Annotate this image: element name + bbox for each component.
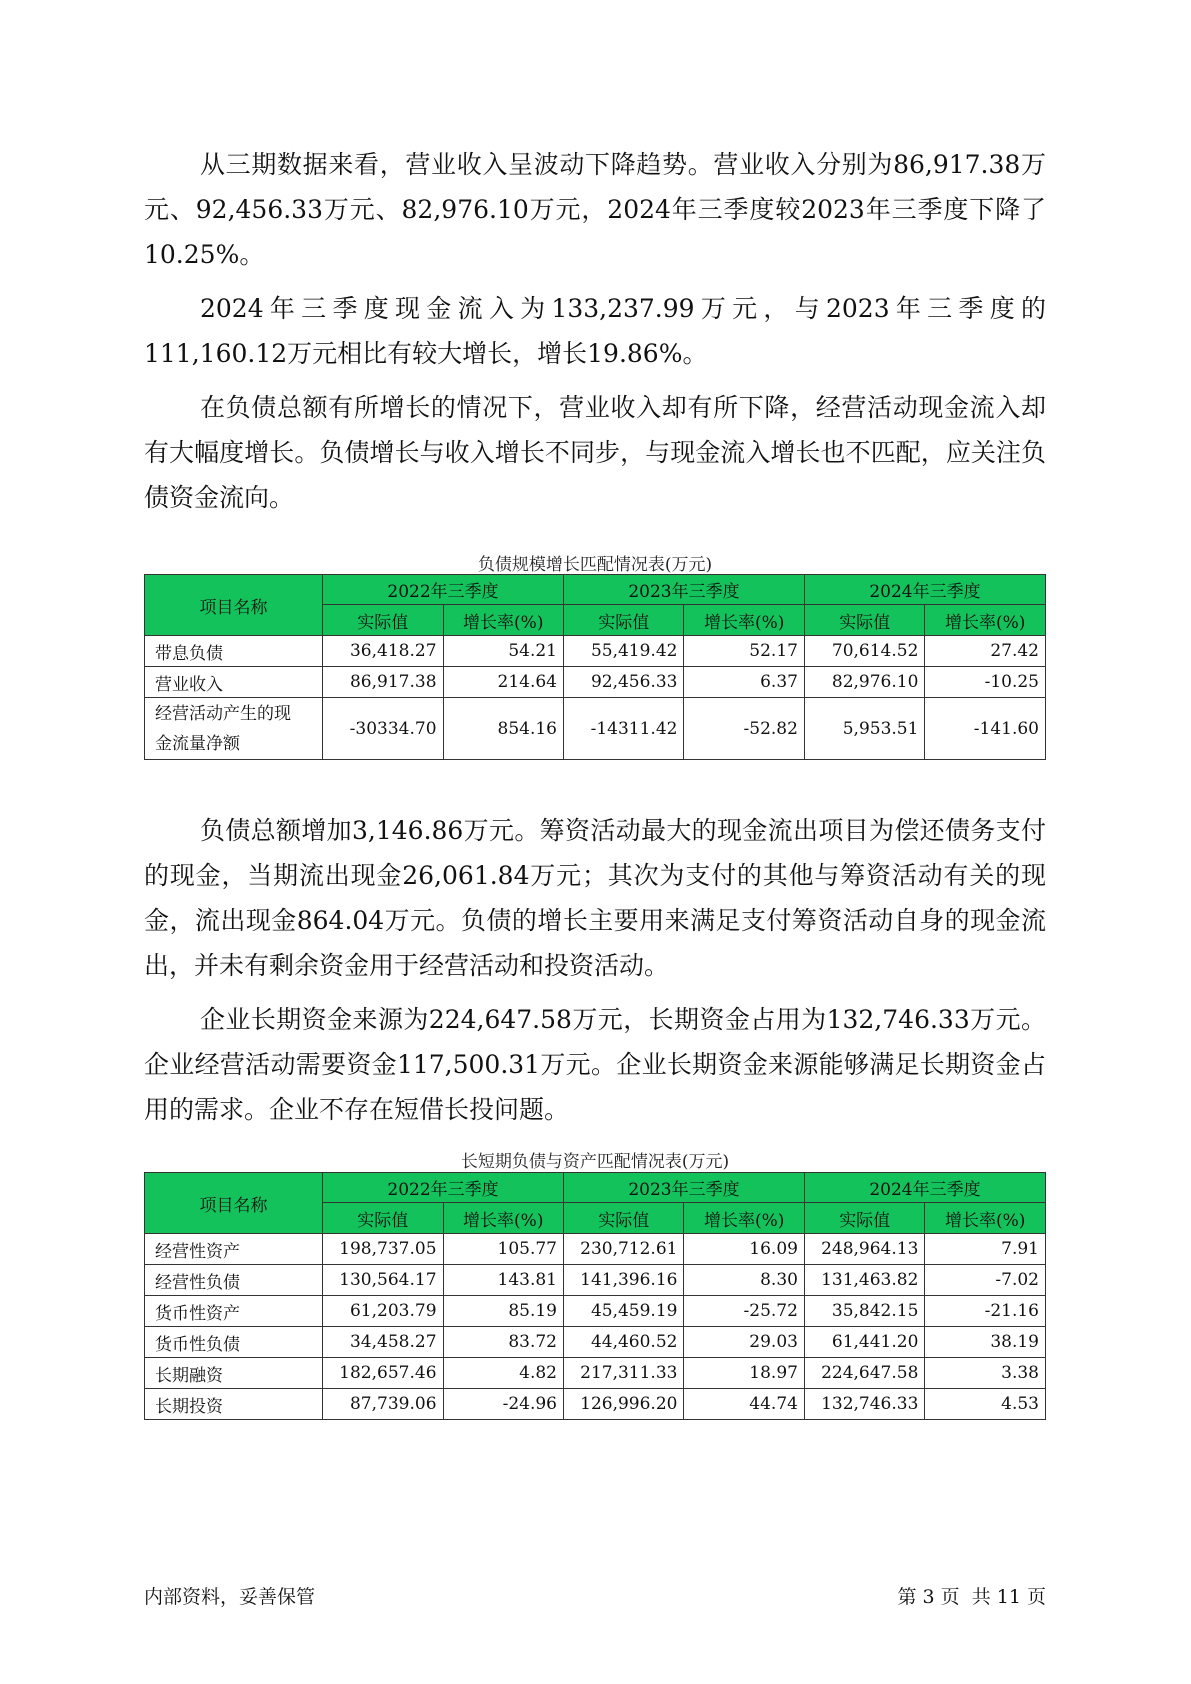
table2-header-period: 2022年三季度: [323, 1173, 564, 1203]
table1-subheader-actual: 实际值: [323, 605, 443, 636]
cell-value: 83.72: [443, 1327, 563, 1358]
cell-value: 82,976.10: [804, 667, 924, 698]
paragraph-debt-mismatch: 在负债总额有所增长的情况下，营业收入却有所下降，经营活动现金流入却有大幅度增长。负债增长与收入增长不同步，与现金流入增长也不匹配，应关注负债资金流向。: [144, 393, 1046, 512]
cell-value: 224,647.58: [804, 1358, 924, 1389]
table2-header-period: 2023年三季度: [564, 1173, 805, 1203]
row-label: 货币性资产: [145, 1296, 323, 1327]
table2-subheader-actual: 实际值: [323, 1203, 443, 1234]
cell-value: 52.17: [684, 636, 804, 667]
cell-value: 61,203.79: [323, 1296, 443, 1327]
table-row: [145, 1265, 1046, 1296]
cell-value: 44.74: [684, 1389, 804, 1420]
cell-value: -141.60: [925, 698, 1046, 760]
cell-value: 105.77: [443, 1234, 563, 1265]
table1-subheader-growth: 增长率(%): [925, 605, 1046, 636]
cell-value: 45,459.19: [564, 1296, 684, 1327]
table-row: [145, 1389, 1046, 1420]
cell-value: -7.02: [925, 1265, 1046, 1296]
row-label: 长期融资: [145, 1358, 323, 1389]
cell-value: -30334.70: [323, 698, 443, 760]
table-row: [145, 636, 1046, 667]
table1-subheader-actual: 实际值: [804, 605, 924, 636]
cell-value: 217,311.33: [564, 1358, 684, 1389]
cell-value: 29.03: [684, 1327, 804, 1358]
row-label-line: 金流量净额: [155, 733, 240, 754]
footer-page-number: 第 3 页 共 11 页: [897, 1586, 1046, 1608]
row-label: 营业收入: [145, 667, 323, 698]
cell-value: 143.81: [443, 1265, 563, 1296]
row-label: 长期投资: [145, 1389, 323, 1420]
cell-value: 198,737.05: [323, 1234, 443, 1265]
table2-subheader-actual: 实际值: [564, 1203, 684, 1234]
cell-value: 16.09: [684, 1234, 804, 1265]
cell-value: 7.91: [925, 1234, 1046, 1265]
cell-value: -25.72: [684, 1296, 804, 1327]
cell-value: 8.30: [684, 1265, 804, 1296]
row-label: 货币性负债: [145, 1327, 323, 1358]
cell-value: 4.82: [443, 1358, 563, 1389]
cell-value: 6.37: [684, 667, 804, 698]
row-label-line: 经营活动产生的现: [155, 703, 291, 724]
cell-value: 854.16: [443, 698, 563, 760]
table1-header-period: 2022年三季度: [323, 575, 564, 605]
cell-value: -14311.42: [564, 698, 684, 760]
table2-header-item: 项目名称: [145, 1173, 323, 1234]
table-row: [145, 1327, 1046, 1358]
row-label: 经营性负债: [145, 1265, 323, 1296]
table-row: [145, 1234, 1046, 1265]
cell-value: 86,917.38: [323, 667, 443, 698]
paragraph-revenue-trend: 从三期数据来看，营业收入呈波动下降趋势。营业收入分别为86,917.38万元、92,456.33万元、82,976.10万元，2024年三季度较2023年三季度下降了10.25%。: [144, 150, 1046, 269]
cell-value: 5,953.51: [804, 698, 924, 760]
cell-value: 44,460.52: [564, 1327, 684, 1358]
paragraph-debt-increase: 负债总额增加3,146.86万元。筹资活动最大的现金流出项目为偿还债务支付的现金，当期流出现金26,061.84万元；其次为支付的其他与筹资活动有关的现金，流出现金864.04万元。负债的增长主要用来满足支付筹资活动自身的现金流出，并未有剩余资金用于经营活动和投资活动。: [144, 816, 1046, 980]
table-row: [145, 698, 1046, 760]
cell-value: 70,614.52: [804, 636, 924, 667]
cell-value: 85.19: [443, 1296, 563, 1327]
cell-value: 38.19: [925, 1327, 1046, 1358]
table1-header-period: 2023年三季度: [564, 575, 805, 605]
row-label: 经营性资产: [145, 1234, 323, 1265]
footer-confidential-note: 内部资料，妥善保管: [144, 1586, 316, 1608]
cell-value: 130,564.17: [323, 1265, 443, 1296]
table1-subheader-actual: 实际值: [564, 605, 684, 636]
cell-value: -21.16: [925, 1296, 1046, 1327]
cell-value: 61,441.20: [804, 1327, 924, 1358]
cell-value: 230,712.61: [564, 1234, 684, 1265]
table1-caption: 负债规模增长匹配情况表(万元): [477, 555, 713, 575]
cell-value: -24.96: [443, 1389, 563, 1420]
cell-value: 18.97: [684, 1358, 804, 1389]
cell-value: 126,996.20: [564, 1389, 684, 1420]
cell-value: 4.53: [925, 1389, 1046, 1420]
cell-value: -52.82: [684, 698, 804, 760]
cell-value: 35,842.15: [804, 1296, 924, 1327]
cell-value: 248,964.13: [804, 1234, 924, 1265]
cell-value: 54.21: [443, 636, 563, 667]
table1-subheader-growth: 增长率(%): [443, 605, 563, 636]
table-row: [145, 1296, 1046, 1327]
cell-value: 182,657.46: [323, 1358, 443, 1389]
cell-value: 87,739.06: [323, 1389, 443, 1420]
debt-growth-table: [144, 574, 1046, 760]
row-label: [145, 698, 323, 760]
paragraph-long-term-funds: 企业长期资金来源为224,647.58万元，长期资金占用为132,746.33万元。企业经营活动需要资金117,500.31万元。企业长期资金来源能够满足长期资金占用的需求。企业不存在短借长投问题。: [144, 1005, 1046, 1124]
cell-value: 141,396.16: [564, 1265, 684, 1296]
cell-value: 27.42: [925, 636, 1046, 667]
table2-header-period: 2024年三季度: [804, 1173, 1045, 1203]
cell-value: -10.25: [925, 667, 1046, 698]
cell-value: 34,458.27: [323, 1327, 443, 1358]
cell-value: 3.38: [925, 1358, 1046, 1389]
cell-value: 36,418.27: [323, 636, 443, 667]
paragraph-cash-inflow: 2024年三季度现金流入为133,237.99万元，与2023年三季度的111,160.12万元相比有较大增长，增长19.86%。: [144, 294, 1046, 368]
cell-value: 132,746.33: [804, 1389, 924, 1420]
row-label: 带息负债: [145, 636, 323, 667]
table2-subheader-growth: 增长率(%): [443, 1203, 563, 1234]
table1-subheader-growth: 增长率(%): [684, 605, 804, 636]
table1-header-item: 项目名称: [145, 575, 323, 636]
table2-subheader-actual: 实际值: [804, 1203, 924, 1234]
table2-subheader-growth: 增长率(%): [684, 1203, 804, 1234]
long-short-match-table: [144, 1172, 1046, 1420]
table1-header-period: 2024年三季度: [804, 575, 1045, 605]
cell-value: 55,419.42: [564, 636, 684, 667]
cell-value: 214.64: [443, 667, 563, 698]
cell-value: 131,463.82: [804, 1265, 924, 1296]
cell-value: 92,456.33: [564, 667, 684, 698]
table-row: [145, 667, 1046, 698]
table2-caption: 长短期负债与资产匹配情况表(万元): [460, 1152, 730, 1172]
table-row: [145, 1358, 1046, 1389]
table2-subheader-growth: 增长率(%): [925, 1203, 1046, 1234]
